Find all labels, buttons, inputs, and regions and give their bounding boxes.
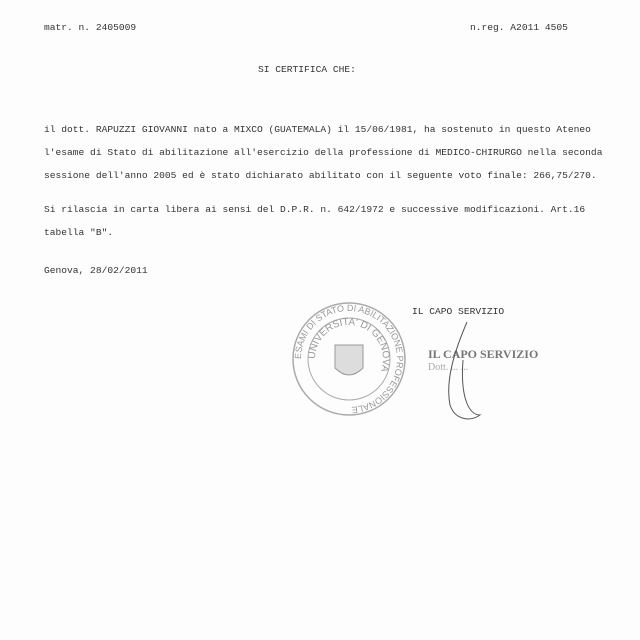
document-title: SI CERTIFICA CHE: (258, 64, 356, 75)
signature-icon (425, 320, 495, 430)
matriculation-number: matr. n. 2405009 (44, 22, 137, 33)
release-line: tabella "B". (44, 227, 114, 238)
registration-number: n.reg. A2011 4505 (470, 22, 568, 33)
university-seal-icon (290, 300, 408, 418)
body-line: il dott. RAPUZZI GIOVANNI nato a MIXCO (GUATEMALA) il 15/06/1981, ha sostenuto in questo Ateneo (44, 124, 591, 135)
stamp-title: IL CAPO SERVIZIO (428, 347, 539, 361)
body-line: sessione dell'anno 2005 ed è stato dichiarato abilitato con il seguente voto finale: 266,75/270. (44, 170, 597, 181)
svg-text:UNIVERSITA' DI GENOVA: UNIVERSITA' DI GENOVA (306, 316, 392, 374)
stamp-name: Dott. ... ... (428, 362, 469, 373)
signatory-title: IL CAPO SERVIZIO (412, 306, 505, 317)
body-line: l'esame di Stato di abilitazione all'esercizio della professione di MEDICO-CHIRURGO nella seconda (44, 147, 603, 158)
body-paragraph (44, 118, 602, 187)
svg-text:ESAMI DI STATO DI ABILITAZIONE: ESAMI DI STATO DI ABILITAZIONE PROFESSIONALE (292, 302, 406, 415)
release-paragraph (44, 198, 585, 244)
release-line: Si rilascia in carta libera ai sensi del D.P.R. n. 642/1972 e successive modificazioni. Art.16 (44, 204, 586, 215)
place-date: Genova, 28/02/2011 (44, 265, 148, 276)
